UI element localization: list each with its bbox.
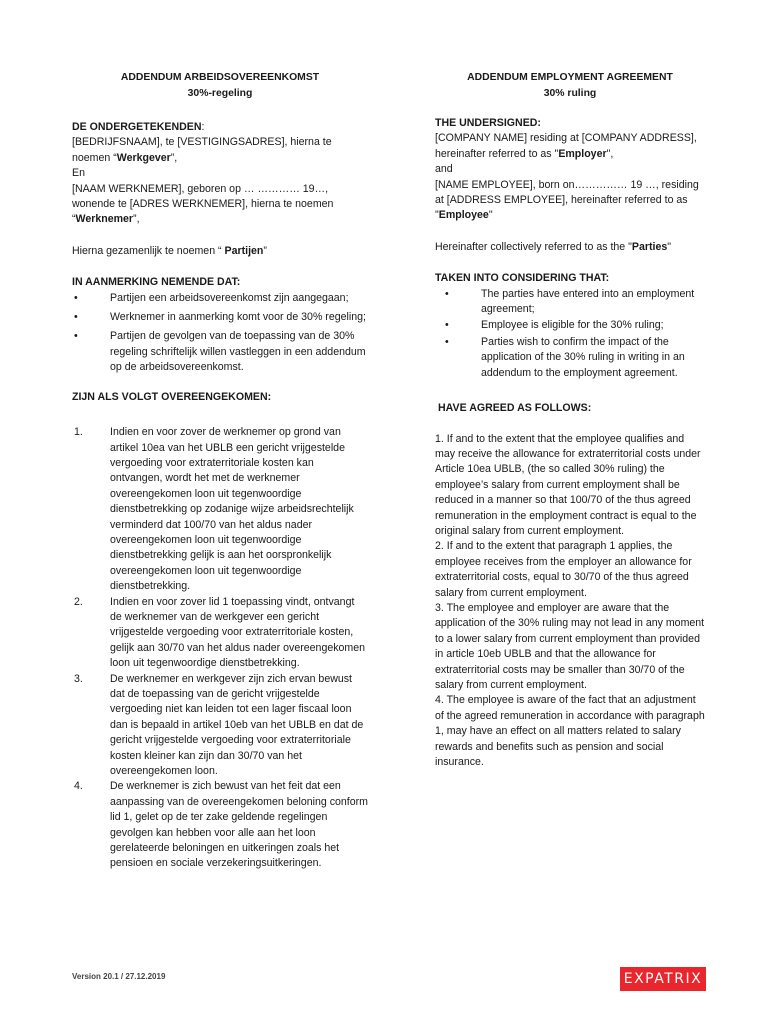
list-item: 3. De werknemer en werkgever zijn zich ervan bewust dat de toepassing van de gericht vrijgestelde vergoeding niet kan leiden tot een lager fiscaal loon dan is bepaald in artikel 10eb van het UBLB en dat de gericht vrijgestelde vergoeding voor extraterritoriale kosten kleiner kan zijn dan 30/70 van het overeengekomen loon. (74, 672, 364, 778)
list-item: • Partijen de gevolgen van de toepassing van de 30% regeling schriftelijk willen vastleggen in een addendum op de arbeidsovereenkomst. (72, 329, 368, 375)
en-considering-list (435, 287, 705, 381)
nl-parties-line: Hierna gezamenlijk te noemen “ Partijen” (72, 244, 267, 257)
en-undersigned-label: THE UNDERSIGNED: (435, 117, 541, 129)
en-considering-heading: TAKEN INTO CONSIDERING THAT: (435, 272, 610, 285)
list-item: 3. The employee and employer are aware that the application of the 30% ruling may not lead in any moment to a lower salary from current employment than provided in article 10eb UBLB and that the allowance for extraterritorial costs may be smaller than 30/70 of the salary from current employment. (435, 601, 705, 691)
en-parties-line: Hereinafter collectively referred to as the "Parties" (435, 240, 671, 253)
list-item: • Werknemer in aanmerking komt voor de 30% regeling; (72, 310, 368, 325)
nl-title: ADDENDUM ARBEIDSOVEREENKOMST 30%-regeling (120, 72, 320, 99)
en-employee-line: [NAME EMPLOYEE], born on…………… 19 …, residing at [ADDRESS EMPLOYEE], hereinafter referred to as "Employee" (435, 178, 699, 222)
nl-considering-heading: IN AANMERKING NEMENDE DAT: (72, 276, 241, 289)
list-item: 4. The employee is aware of the fact that an adjustment of the agreed remuneration in accordance with paragraph 1, may have an effect on all matters related to salary rewards and benefits such as pension and social insurance. (435, 694, 705, 769)
list-item: 4. De werknemer is zich bewust van het feit dat een aanpassing van de overeengekomen beloning conform lid 1, gelet op de ter zake geldende regelingen gevolgen kan hebben voor alle aan het loon gerelateerde beloningen en uitkeringen zoals het pensioen en sociale verzekeringsuitkeringen. (74, 780, 368, 870)
list-item: 1. If and to the extent that the employee qualifies and may receive the allowance for extraterritorial costs under Article 10ea UBLB, (the so called 30% ruling) the employee’s salary from current employment shall be reduced in a manner so that 100/70 of the thus agreed remuneration in the employment contract is equal to the original salary from current employment. (435, 432, 701, 537)
nl-employee-line: [NAAM WERKNEMER], geboren op … ………… 19…, wonende te [ADRES WERKNEMER], hierna te noemen “Werknemer”, (72, 182, 334, 226)
nl-considering-list (72, 291, 368, 376)
version-footer: Version 20.1 / 27.12.2019 (72, 972, 166, 981)
en-company-line: [COMPANY NAME] residing at [COMPANY ADDRESS], hereinafter referred to as "Employer", (435, 132, 697, 160)
english-column (435, 70, 705, 770)
en-agreed-heading: HAVE AGREED AS FOLLOWS: (438, 402, 592, 415)
nl-undersigned-label: DE ONDERGETEKENDEN: (72, 121, 205, 133)
en-and: and (435, 163, 453, 176)
nl-and: En (72, 167, 85, 180)
list-item: 1. Indien en voor zover de werknemer op grond van artikel 10ea van het UBLB een gericht vrijgestelde vergoeding voor extraterritoriale kosten kan ontvangen, wordt het met de werknemer overeengekomen loon uit tegenwoordige dienstbetrekking op zodanige wijze arbeidsrechtelijk verminderd dat 100/70 van het aldus nader overeengekomen loon uit tegenwoordige dienstbetrekking gelijk is aan het oorspronkelijk overeengekomen loon uit tegenwoordige dienstbetrekking. (74, 426, 354, 593)
list-item: 2. Indien en voor zover lid 1 toepassing vindt, ontvangt de werknemer van de werkgever een gericht vrijgestelde vergoeding voor extraterritoriale kosten, gelijk aan 30/70 van het aldus nader overeengekomen loon uit tegenwoordige dienstbetrekking. (74, 595, 366, 670)
list-item: 2. If and to the extent that paragraph 1 applies, the employee receives from the employer an allowance for extraterritorial costs, equal to 30/70 of the thus agreed salary from current employment. (435, 540, 692, 599)
dutch-column (72, 70, 368, 872)
list-item: • Parties wish to confirm the impact of the application of the 30% ruling in writing in an addendum to the employment agreement. (435, 335, 705, 381)
list-item: • Employee is eligible for the 30% ruling; (435, 318, 705, 333)
nl-company-line: [BEDRIJFSNAAM], te [VESTIGINGSADRES], hierna te noemen “Werkgever”, (72, 136, 332, 164)
nl-agreed-heading: ZIJN ALS VOLGT OVEREENGEKOMEN: (72, 390, 272, 403)
en-title: ADDENDUM EMPLOYMENT AGREEMENT 30% ruling (467, 72, 673, 99)
expatrix-logo: EXPATRIX (620, 967, 706, 991)
list-item: • The parties have entered into an employment agreement; (435, 287, 705, 318)
list-item: • Partijen een arbeidsovereenkomst zijn aangegaan; (72, 291, 368, 306)
